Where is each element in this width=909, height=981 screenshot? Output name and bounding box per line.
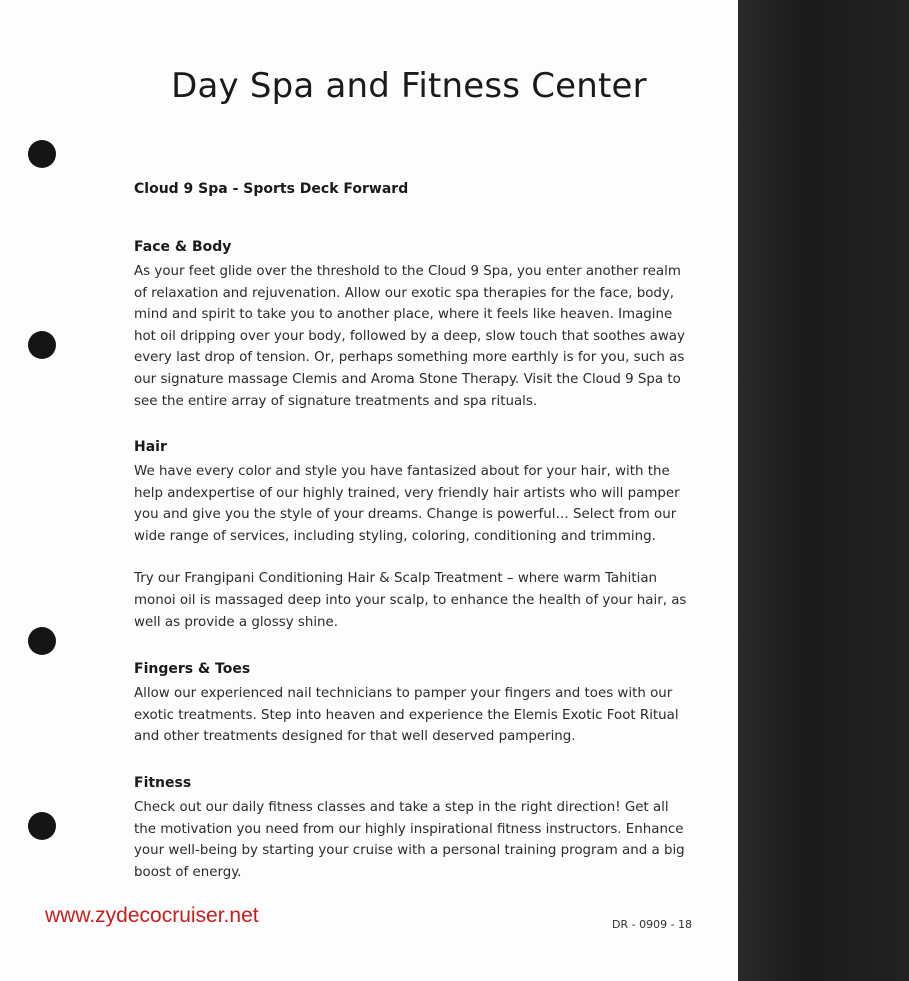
section-heading: Fitness: [134, 775, 192, 791]
section-face-body: [134, 239, 689, 412]
binder-hole: [28, 331, 56, 359]
section-paragraph: Allow our experienced nail technicians to pamper your fingers and toes with our exotic treatments. Step into heaven and experience the Elemis Exotic Foot Ritual and other treatments designed for that well deserved pampering.: [134, 686, 679, 745]
section-fitness: [134, 775, 689, 883]
binder-hole: [28, 140, 56, 168]
spa-location: Cloud 9 Spa - Sports Deck Forward: [134, 181, 409, 197]
section-fingers-toes: [134, 661, 689, 748]
section-heading: Face & Body: [134, 239, 232, 255]
section-heading: Hair: [134, 439, 167, 455]
watermark-url: www.zydecocruiser.net: [45, 904, 259, 927]
section-paragraph: As your feet glide over the threshold to the Cloud 9 Spa, you enter another realm of relaxation and rejuvenation. Allow our exotic spa therapies for the face, body, mind and spirit to take you to another place, where it feels like heaven. Imagine hot oil dripping over your body, followed by a deep, slow touch that soothes away every last drop of tension. Or, perhaps something more earthly is for you, such as our signature massage Clemis and Aroma Stone Therapy. Visit the Cloud 9 Spa to see the entire array of signature treatments and spa rituals.: [134, 264, 685, 409]
section-paragraph: We have every color and style you have fantasized about for your hair, with the help andexpertise of our highly trained, very friendly hair artists who will pamper you and give you the style of your dreams. Change is powerful… Select from our wide range of services, including styling, coloring, conditioning and trimming.: [134, 464, 680, 544]
section-paragraph: Check out our daily fitness classes and take a step in the right direction! Get all the motivation you need from our highly inspirational fitness instructors. Enhance your well-being by starting your cruise with a personal training program and a big boost of energy.: [134, 800, 685, 880]
scan-dark-edge: [738, 0, 909, 981]
page-title: Day Spa and Fitness Center: [171, 66, 647, 106]
section-paragraph: Try our Frangipani Conditioning Hair & Scalp Treatment – where warm Tahitian monoi oil is massaged deep into your scalp, to enhance the health of your hair, as well as provide a glossy shine.: [134, 571, 687, 630]
section-heading: Fingers & Toes: [134, 661, 251, 677]
page-code: DR - 0909 - 18: [612, 918, 693, 931]
binder-hole: [28, 812, 56, 840]
section-hair: [134, 439, 689, 633]
binder-hole: [28, 627, 56, 655]
